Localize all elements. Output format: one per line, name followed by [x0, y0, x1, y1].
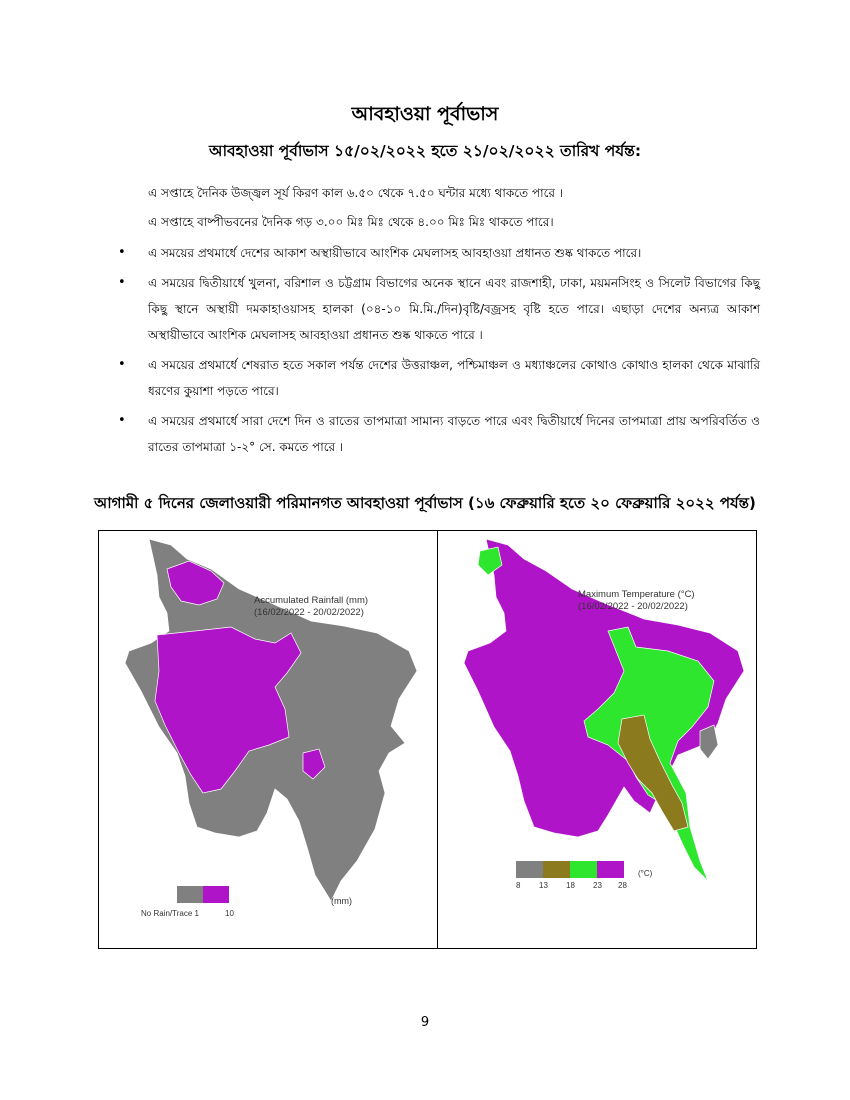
temperature-map-title-2: (16/02/2022 - 20/02/2022): [578, 601, 688, 612]
bullet-item: • এ সময়ের প্রথমার্ধে শেষরাত হতে সকাল পর্যন্ত দেশের উত্তরাঞ্চল, পশ্চিমাঞ্চল ও মধ্যাঞ্চলের কোথাও কোথাও হালকা থেকে মাঝারি ধরণের কুয়াশা পড়তে পারে।: [118, 352, 760, 404]
temperature-legend-tick: 23: [593, 881, 602, 890]
rainfall-map-title-2: (16/02/2022 - 20/02/2022): [254, 607, 364, 618]
bullet-dot: •: [118, 413, 126, 428]
temperature-legend-tick: 8: [516, 881, 521, 890]
forecast-bullet-list: [118, 240, 760, 464]
temperature-legend-swatch-4: [597, 861, 624, 878]
temperature-map-panel: [438, 531, 757, 948]
rainfall-map: [99, 531, 437, 948]
bullet-dot: •: [118, 275, 126, 290]
temperature-legend-swatch-3: [570, 861, 597, 878]
section-heading: আগামী ৫ দিনের জেলাওয়ারী পরিমানগত আবহাওয়া পূর্বাভাস (১৬ ফেব্রুয়ারি হতে ২০ ফেব্রুয়ারি ২০২২ পর্যন্ত): [94, 494, 756, 512]
temperature-map-title-1: Maximum Temperature (°C): [578, 589, 695, 600]
rainfall-legend-grey-swatch: [177, 886, 203, 903]
temperature-legend-tick: 28: [618, 881, 627, 890]
rainfall-map-panel: [99, 531, 437, 948]
intro-line-1: এ সপ্তাহে দৈনিক উজ্জ্বল সূর্য কিরণ কাল ৬.৫০ থেকে ৭.৫০ ঘন্টার মধ্যে থাকতে পারে ।: [148, 186, 564, 200]
page-number: 9: [420, 1015, 430, 1030]
temperature-legend-swatch-2: [543, 861, 570, 878]
bullet-dot: •: [118, 357, 126, 372]
temperature-legend-swatch-1: [516, 861, 543, 878]
bullet-item: • এ সময়ের প্রথমার্ধে সারা দেশে দিন ও রাতের তাপমাত্রা সামান্য বাড়তে পারে এবং দ্বিতীয়ার্ধে দিনের তাপমাত্রা প্রায় অপরিবর্তিত ও রাতের তাপমাত্রা ১-২° সে. কমতে পারে ।: [118, 408, 760, 460]
page-title: আবহাওয়া পূর্বাভাস: [351, 103, 499, 125]
bullet-item: • এ সময়ের প্রথমার্ধে দেশের আকাশ অস্থায়ীভাবে আংশিক মেঘলাসহ আবহাওয়া প্রধানত শুষ্ক থাকতে পারে।: [118, 240, 760, 266]
rainfall-map-title-1: Accumulated Rainfall (mm): [254, 595, 369, 606]
bullet-item: • এ সময়ের দ্বিতীয়ার্ধে খুলনা, বরিশাল ও চট্টগ্রাম বিভাগের অনেক স্থানে এবং রাজশাহী, ঢাকা, ময়মনসিংহ ও সিলেট বিভাগের কিছু কিছু স্থানে অস্থায়ী দমকাহাওয়াসহ হালকা (০৪-১০ মি.মি./দিন)বৃষ্টি/বজ্রসহ বৃষ্টি হতে পারে। এছাড়া দেশের অন্যত্র আকাশ অস্থায়ীভাবে আংশিক মেঘলাসহ আবহাওয়া প্রধানত শুষ্ক থাকতে পারে ।: [118, 270, 760, 348]
rainfall-legend-left-label: No Rain/Trace 1: [141, 909, 199, 918]
bullet-dot: •: [118, 245, 126, 260]
temperature-legend-tick: 18: [566, 881, 575, 890]
temperature-map-grey-patch: [700, 725, 718, 759]
temperature-map: [438, 531, 757, 948]
rainfall-legend-magenta-swatch: [203, 886, 229, 903]
temperature-legend-unit: (°C): [638, 869, 653, 878]
rainfall-legend-right-label: 10: [225, 909, 234, 918]
map-table: [98, 530, 757, 949]
temperature-legend-tick: 13: [539, 881, 548, 890]
rainfall-legend-unit: (mm): [331, 896, 352, 906]
intro-line-2: এ সপ্তাহে বাষ্পীভবনের দৈনিক গড় ৩.০০ মিঃ মিঃ থেকে ৪.০০ মিঃ মিঃ থাকতে পারে।: [148, 215, 554, 229]
page-subtitle: আবহাওয়া পূর্বাভাস ১৫/০২/২০২২ হতে ২১/০২/২০২২ তারিখ পর্যন্ত:: [208, 142, 642, 160]
